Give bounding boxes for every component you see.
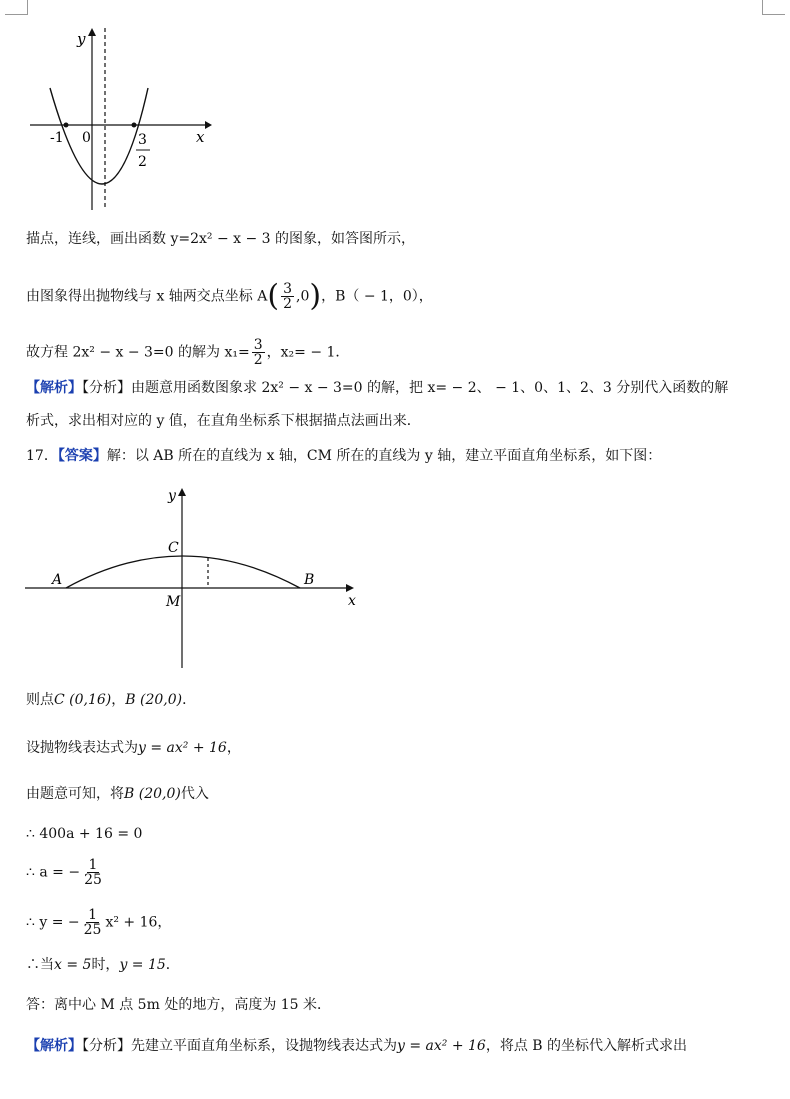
paragraph-a-value [26,858,106,887]
x-axis-arrow [205,121,212,129]
analysis-text-cont: 析式，求出相对应的 y 值，在直角坐标系下根据描点法画出来． [26,413,421,429]
paragraph-analysis-16-cont [26,411,421,431]
label-neg1: -1 [50,130,64,146]
label-A: A [52,572,63,588]
points-sep: ， [111,692,126,708]
fraction-three-halves [281,282,294,311]
label-frac-den: 2 [138,154,147,170]
final-answer-text: 答：离中心 M 点 5m 处的地方，高度为 15 米． [26,997,332,1013]
points-pre: 则点 [26,692,54,708]
coord-zero: ,0 [296,288,310,305]
intersection-text-pre: 由图象得出抛物线与 x 轴两交点坐标 A [26,288,268,305]
y-axis-label: y [77,30,86,48]
x-equals-5: x = 5 [54,957,92,973]
substitute-post: 代入 [180,786,209,802]
analysis-17-pre: 先建立平面直角坐标系，设抛物线表达式为 [131,1038,397,1054]
fraction-numerator: 1 [88,907,98,923]
parabola-curve [50,88,148,184]
fraction-x1 [252,338,265,367]
parabola-graph-1 [20,20,250,220]
analysis-text: 由题意用函数图象求 2x² − x − 3=0 的解，把 x= − 2、 − 1、0、1、2、3 分别代入函数的解 [131,380,729,396]
fraction-numerator: 1 [88,857,98,873]
y-equals-15: y = 15 [119,957,166,973]
substitute-point: B (20,0) [124,786,181,802]
paragraph-analysis-16 [26,378,728,398]
x-axis-arrow [346,584,354,592]
y-expr-pre: ∴ y = − [26,914,80,931]
point-b-expr: B (20,0) [125,692,183,708]
when-pre: ∴当 [26,957,54,973]
tag-jiexi: 【解析】 [26,1038,82,1054]
analysis-17-expr: y = ax² + 16 [397,1038,486,1054]
substitute-pre: 由题意可知，将 [26,786,124,802]
fraction-denominator: 25 [84,872,102,888]
parabola-expr: y = ax² + 16 [138,740,227,756]
solution-text-pre: 故方程 2x² − x − 3=0 的解为 x₁= [26,344,250,361]
points-post: ． [182,692,197,708]
fraction-numerator: 3 [283,281,292,297]
page-corner-mark-left [5,0,28,15]
y-axis-arrow [88,28,96,36]
fraction-one-25 [82,858,104,887]
label-B: B [304,572,315,588]
paragraph-question-17 [26,446,661,466]
tag-fenxi: 【分析】 [82,380,131,396]
fraction-denominator: 2 [283,296,292,312]
fraction-denominator: 25 [83,922,102,938]
point-c-expr: C (0,16) [54,692,112,708]
paragraph-intersection-points [26,278,433,314]
x-axis-label: x [348,593,356,609]
paragraph-equation-a [26,824,142,844]
solution-text-post: ，x₂= − 1． [266,344,350,361]
when-mid: 时， [91,957,120,973]
label-frac-num: 3 [138,132,147,148]
paragraph-points [26,690,196,710]
fraction-one-25 [82,908,104,937]
y-expr-post: x² + 16， [105,914,172,931]
label-C: C [168,540,179,556]
paragraph-substitute [26,784,209,804]
question-number: 17． [26,448,58,464]
x-axis-label: x [196,128,205,146]
arch-curve [66,556,300,588]
equation-400a: ∴ 400a + 16 = 0 [26,826,143,842]
paren-right: ) [309,278,322,314]
paren-left: ( [267,278,280,314]
label-M: M [166,594,181,610]
paragraph-y-expression [26,908,171,937]
paragraph-when-x5 [26,955,180,975]
intersection-text-post: ，B（ − 1，0）， [321,288,433,305]
y-axis-label: y [168,488,176,504]
paragraph-equation-solution [26,338,349,367]
label-origin: 0 [82,130,91,146]
paragraph-set-expression [26,738,241,758]
paragraph-analysis-17 [26,1036,687,1056]
point-neg1 [64,123,69,128]
y-axis-arrow [178,488,186,496]
answer-text: 解：以 AB 所在的直线为 x 轴，CM 所在的直线为 y 轴，建立平面直角坐标系，如下图： [106,448,662,464]
a-value-pre: ∴ a = − [26,864,81,881]
plot-description-text: 描点，连线，画出函数 y=2x² − x − 3 的图象，如答图所示， [26,231,416,247]
set-expr-pre: 设抛物线表达式为 [26,740,138,756]
page-corner-mark-right [762,0,785,15]
set-expr-post: ， [226,740,241,756]
arch-coordinate-graph [20,484,370,674]
paragraph-plot-description [26,229,415,249]
point-three-halves [132,123,137,128]
paragraph-final-answer [26,995,331,1015]
analysis-17-post: ，将点 B 的坐标代入解析式求出 [485,1038,688,1054]
tag-fenxi: 【分析】 [82,1038,131,1054]
when-post: ． [165,957,180,973]
fraction-denominator: 2 [253,352,263,368]
tag-daan: 【答案】 [57,448,107,464]
fraction-numerator: 3 [253,337,263,353]
tag-jiexi: 【解析】 [26,380,82,396]
